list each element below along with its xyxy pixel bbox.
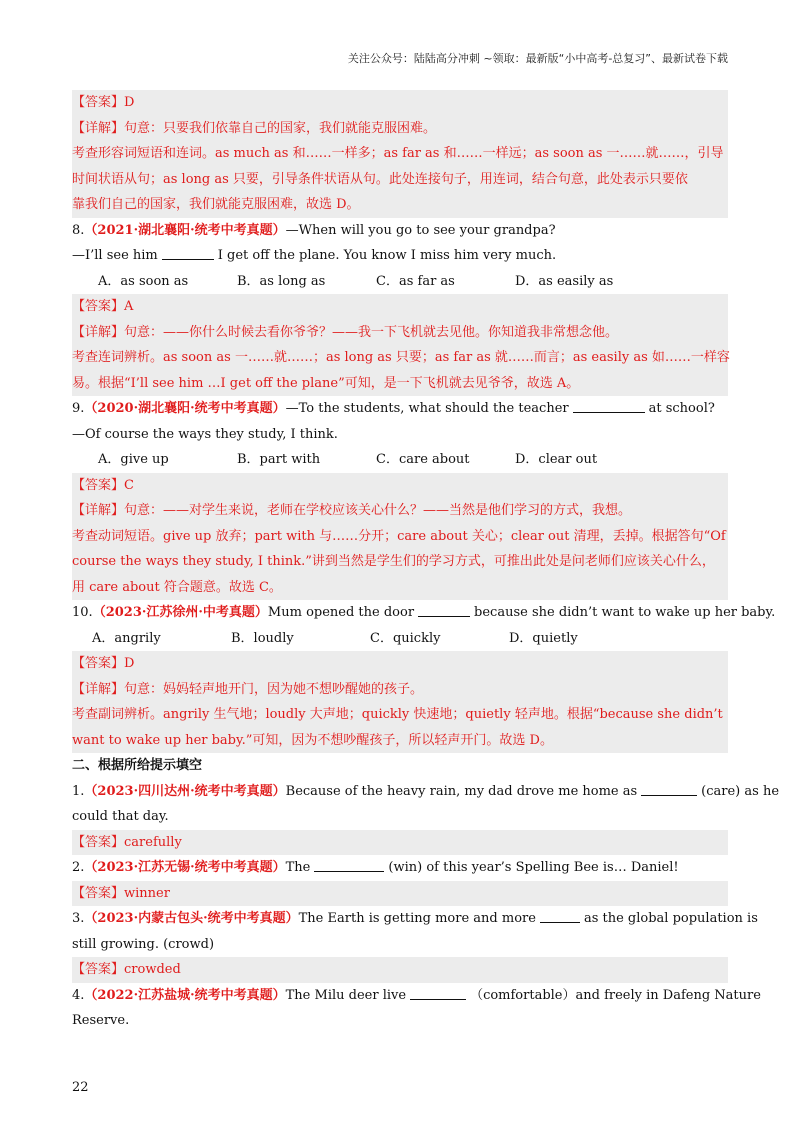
- option-c: C．quickly: [370, 630, 441, 646]
- question-8: [72, 218, 728, 295]
- stem-text: The Earth is getting more and more: [298, 911, 536, 926]
- question-stem: —Of course the ways they study, I think.: [72, 426, 338, 442]
- question-number: 3.: [72, 911, 85, 926]
- fill-question-1: [72, 779, 780, 830]
- question-stem: [72, 600, 776, 626]
- explanation-line: 时间状语从句；as long as 只要，引导条件状语从句。此处连接句子，用连词，结合句意，此处表示只要依: [72, 171, 688, 187]
- page-header: 关注公众号：陆陆高分冲刺 ~领取：最新版“小中高考-总复习”、最新试卷下载: [347, 52, 728, 65]
- option-d: D．as easily as: [515, 273, 614, 289]
- option-d: D．quietly: [509, 630, 578, 646]
- answer-block-q10: [72, 651, 728, 753]
- option-c: C．care about: [376, 452, 470, 467]
- options-row: [72, 269, 728, 295]
- question-number: 4.: [72, 987, 85, 1003]
- question-source: （2023·四川达州·统考中考真题）: [84, 783, 286, 799]
- answer-blank: [410, 985, 466, 1000]
- question-stem: [72, 983, 761, 1009]
- question-stem: [72, 906, 758, 932]
- explanation-line: course the ways they study, I think.”讲到当然是学生们的学习方式，可推出此处是问老师们应该关心什么，: [72, 554, 715, 569]
- question-stem: still growing. (crowd): [72, 936, 215, 952]
- option-b: B．part with: [237, 452, 321, 467]
- question-source: （2022·江苏盐城·统考中考真题）: [84, 987, 286, 1003]
- answer-label: 【答案】C: [72, 477, 134, 493]
- stem-text: Because of the heavy rain, my dad drove me home as: [285, 783, 638, 799]
- answer-blank: [162, 245, 214, 260]
- stem-text: —To the students, what should the teacher: [285, 401, 569, 416]
- question-source: （2020·湖北襄阳·统考中考真题）: [84, 401, 286, 416]
- question-source: （2023·内蒙古包头·统考中考真题）: [84, 911, 299, 926]
- question-source: （2021·湖北襄阳·统考中考真题）: [84, 222, 286, 238]
- question-number: 8.: [72, 222, 85, 238]
- explanation-line: 考查连词辨析。as soon as 一……就……；as long as 只要；as far as 就……而言；as easily as 如……一样容: [72, 350, 730, 365]
- question-number: 9.: [72, 401, 85, 416]
- explanation-line: want to wake up her baby.”可知，因为不想吵醒孩子，所以轻声开门。故选 D。: [72, 732, 553, 748]
- answer-blank: [573, 398, 645, 413]
- question-stem: [72, 396, 728, 422]
- stem-text: (care) as he: [701, 783, 780, 799]
- stem-text: The: [285, 860, 311, 875]
- stem-text: I get off the plane. You know I miss him very much.: [217, 248, 557, 263]
- detail-line: 【详解】句意：只要我们依靠自己的国家，我们就能克服困难。: [72, 120, 437, 136]
- stem-text: —When will you go to see your grandpa?: [285, 222, 556, 238]
- options-row: [72, 626, 728, 652]
- answer-blank: [418, 602, 470, 617]
- explanation-line: 易。根据“I’ll see him …I get off the plane”可知，是一下飞机就去见爷爷，故选 A。: [72, 375, 580, 391]
- stem-text: The Milu deer live: [285, 987, 407, 1003]
- answer-block-q9: [72, 473, 728, 601]
- question-number: 1.: [72, 783, 85, 799]
- question-stem: could that day.: [72, 809, 169, 824]
- option-a: A．angrily: [92, 630, 161, 646]
- answer-label: 【答案】winner: [72, 885, 170, 901]
- explanation-line: 考查动词短语。give up 放弃；part with 与……分开；care about 关心；clear out 清理，丢掉。根据答句“Of: [72, 528, 726, 544]
- answer-block-f2: [72, 881, 728, 907]
- explanation-line: 考查形容词短语和连词。as much as 和……一样多；as far as 和……一样远；as soon as 一……就……，引导: [72, 146, 724, 161]
- explanation-line: 靠我们自己的国家，我们就能克服困难，故选 D。: [72, 197, 360, 212]
- stem-text: (win) of this year’s Spelling Bee is… Daniel!: [388, 860, 679, 875]
- question-stem: [72, 218, 728, 244]
- stem-text: as the global population is: [583, 911, 758, 926]
- option-c: C．as far as: [376, 273, 455, 289]
- option-a: A．give up: [98, 452, 169, 467]
- option-b: B．as long as: [237, 273, 326, 289]
- option-d: D．clear out: [515, 452, 598, 467]
- section-heading: 二、根据所给提示填空: [72, 758, 203, 773]
- stem-text: （comfortable）and freely in Dafeng Nature: [470, 987, 761, 1003]
- question-source: （2023·江苏徐州·中考真题）: [92, 605, 268, 620]
- page-content: [72, 90, 780, 1034]
- option-a: A．as soon as: [98, 273, 189, 289]
- question-number: 2.: [72, 860, 85, 875]
- answer-blank: [641, 781, 697, 796]
- page-number: 22: [72, 1080, 89, 1095]
- fill-question-4: [72, 983, 761, 1034]
- answer-block-f1: [72, 830, 728, 856]
- detail-line: 【详解】句意：——你什么时候去看你爷爷？——我一下飞机就去见他。你知道我非常想念他。: [72, 324, 619, 340]
- question-stem: [72, 855, 728, 881]
- explanation-line: 考查副词辨析。angrily 生气地；loudly 大声地；quickly 快速地；quietly 轻声地。根据“because she didn’t: [72, 707, 723, 722]
- detail-line: 【详解】句意：——对学生来说，老师在学校应该关心什么？——当然是他们学习的方式，我想。: [72, 503, 632, 518]
- answer-block-q7: [72, 90, 728, 218]
- answer-label: 【答案】A: [72, 299, 134, 314]
- question-number: 10.: [72, 605, 93, 620]
- stem-text: Mum opened the door: [267, 605, 415, 620]
- stem-text: at school?: [648, 401, 715, 416]
- option-b: B．loudly: [231, 630, 294, 646]
- answer-block-f3: [72, 957, 728, 983]
- fill-question-2: [72, 855, 728, 881]
- stem-text: —I’ll see him: [72, 248, 158, 263]
- question-stem: [72, 779, 780, 805]
- question-9: [72, 396, 728, 473]
- question-stem: [72, 243, 728, 269]
- answer-label: 【答案】carefully: [72, 834, 182, 850]
- answer-label: 【答案】D: [72, 656, 135, 671]
- stem-text: because she didn’t want to wake up her baby.: [474, 605, 776, 620]
- answer-block-q8: [72, 294, 728, 396]
- question-10: [72, 600, 776, 651]
- answer-blank: [314, 857, 384, 872]
- question-source: （2023·江苏无锡·统考中考真题）: [84, 860, 286, 875]
- question-stem: Reserve.: [72, 1013, 130, 1028]
- answer-blank: [540, 908, 580, 923]
- detail-line: 【详解】句意：妈妈轻声地开门，因为她不想吵醒她的孩子。: [72, 681, 424, 697]
- answer-label: 【答案】D: [72, 95, 135, 110]
- options-row: [72, 447, 728, 473]
- answer-label: 【答案】crowded: [72, 962, 181, 977]
- fill-question-3: [72, 906, 758, 957]
- explanation-line: 用 care about 符合题意。故选 C。: [72, 579, 282, 595]
